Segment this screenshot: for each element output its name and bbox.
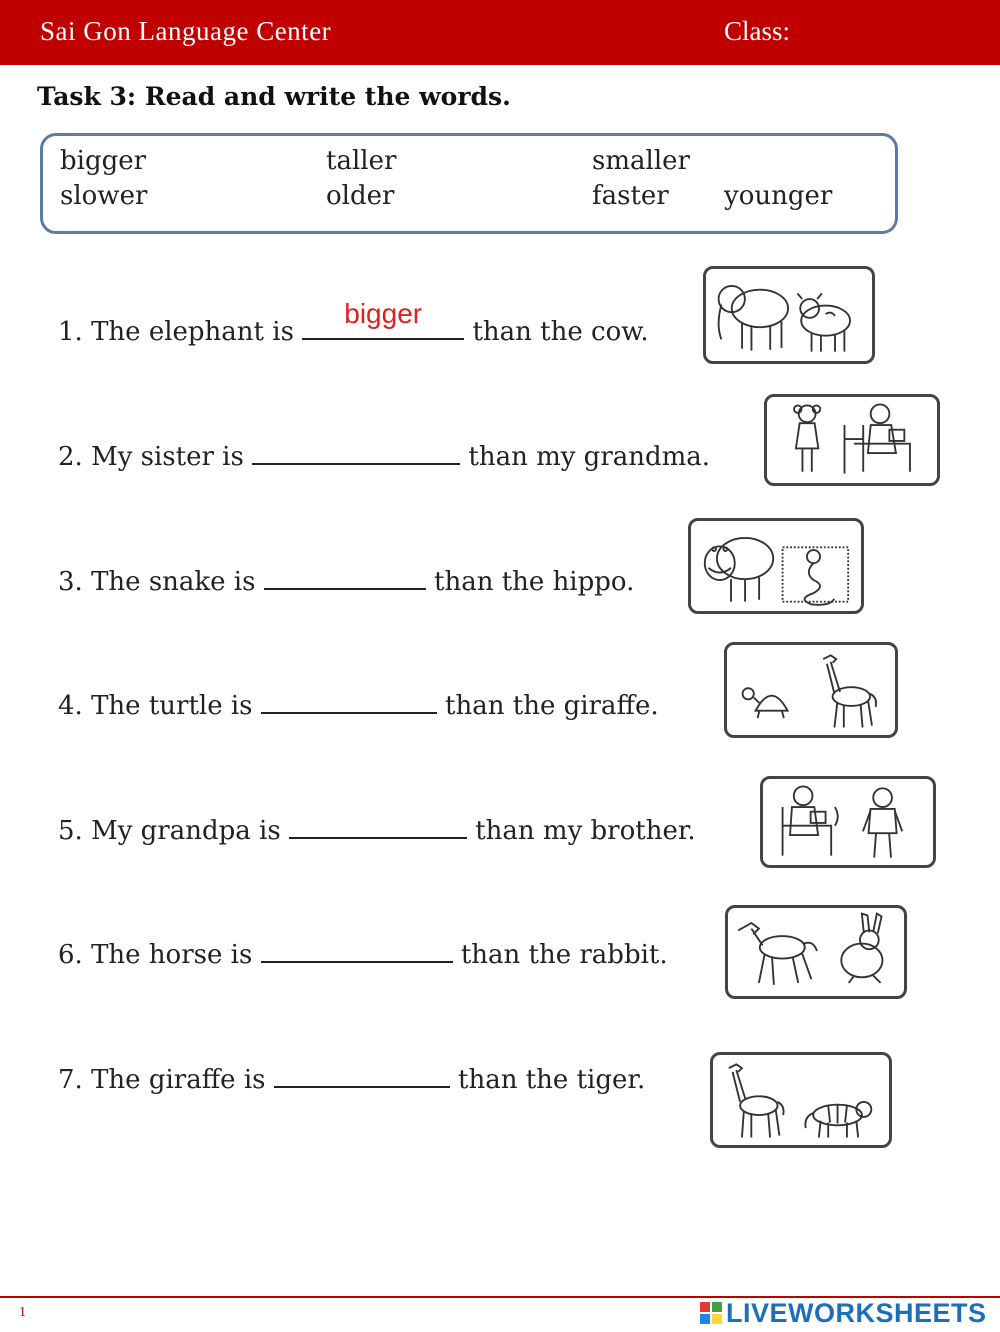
hippo-snake-picture — [688, 518, 864, 614]
question-number: 2. — [58, 442, 83, 472]
question-text-before: My grandpa is — [91, 816, 281, 846]
question-text-before: My sister is — [91, 442, 244, 472]
question-text-after: than the hippo. — [434, 567, 635, 597]
question-text-before: The giraffe is — [91, 1065, 266, 1095]
question-2 — [58, 441, 710, 472]
word-bank — [40, 133, 898, 234]
liveworksheets-logo[interactable] — [700, 1298, 1000, 1328]
question-text-after: than the rabbit. — [460, 940, 668, 970]
answer-blank-5[interactable] — [289, 815, 467, 839]
center-name: Sai Gon Language Center — [40, 16, 332, 46]
horse-rabbit-picture — [725, 905, 907, 999]
grandpa-boy-picture — [760, 776, 936, 868]
word-bank-item: taller — [326, 146, 397, 176]
word-bank-item: smaller — [592, 146, 690, 176]
turtle-and-giraffe-icon — [727, 645, 895, 735]
page-number: 1 — [19, 1305, 26, 1320]
liveworksheets-brand: LIVEWORKSHEETS — [726, 1298, 987, 1328]
question-6 — [58, 939, 668, 970]
class-label: Class: — [724, 16, 791, 46]
question-text-before: The elephant is — [91, 317, 294, 347]
question-text-before: The snake is — [91, 567, 256, 597]
horse-and-rabbit-icon — [728, 908, 904, 996]
liveworksheets-cube-icon — [700, 1302, 722, 1324]
elephant-and-cow-icon — [706, 269, 872, 361]
hippo-and-snake-icon — [691, 521, 861, 611]
giraffe-and-tiger-icon — [713, 1055, 889, 1145]
elephant-cow-picture — [703, 266, 875, 364]
question-text-after: than my grandma. — [468, 442, 711, 472]
turtle-giraffe-picture — [724, 642, 898, 738]
answer-blank-1[interactable] — [302, 298, 464, 340]
girl-and-grandma-icon — [767, 397, 937, 483]
answer-blank-6[interactable] — [261, 939, 453, 963]
question-text-after: than the giraffe. — [445, 691, 659, 721]
question-text-after: than my brother. — [475, 816, 696, 846]
answer-blank-2[interactable] — [252, 441, 460, 465]
question-text-after: than the cow. — [472, 317, 649, 347]
task-title: Task 3: Read and write the words. — [37, 82, 511, 111]
header-bar — [0, 0, 1000, 65]
question-number: 6. — [58, 940, 83, 970]
question-1 — [58, 298, 649, 347]
answer-blank-7[interactable] — [274, 1064, 450, 1088]
question-text-before: The turtle is — [91, 691, 253, 721]
question-7 — [58, 1064, 645, 1095]
question-number: 5. — [58, 816, 83, 846]
grandpa-and-boy-icon — [763, 779, 933, 865]
question-number: 7. — [58, 1065, 83, 1095]
question-5 — [58, 815, 696, 846]
question-4 — [58, 690, 659, 721]
word-bank-item: faster — [592, 181, 669, 211]
answer-text[interactable]: bigger — [344, 298, 423, 329]
question-3 — [58, 566, 634, 597]
question-number: 4. — [58, 691, 83, 721]
word-bank-item: slower — [60, 181, 148, 211]
word-bank-item: bigger — [60, 146, 147, 176]
question-text-after: than the tiger. — [458, 1065, 646, 1095]
word-bank-item: older — [326, 181, 395, 211]
answer-blank-3[interactable] — [264, 566, 426, 590]
giraffe-tiger-picture — [710, 1052, 892, 1148]
question-number: 1. — [58, 317, 83, 347]
girl-grandma-picture — [764, 394, 940, 486]
word-bank-item: younger — [724, 181, 833, 211]
question-number: 3. — [58, 567, 83, 597]
answer-blank-4[interactable] — [261, 690, 437, 714]
question-text-before: The horse is — [91, 940, 253, 970]
